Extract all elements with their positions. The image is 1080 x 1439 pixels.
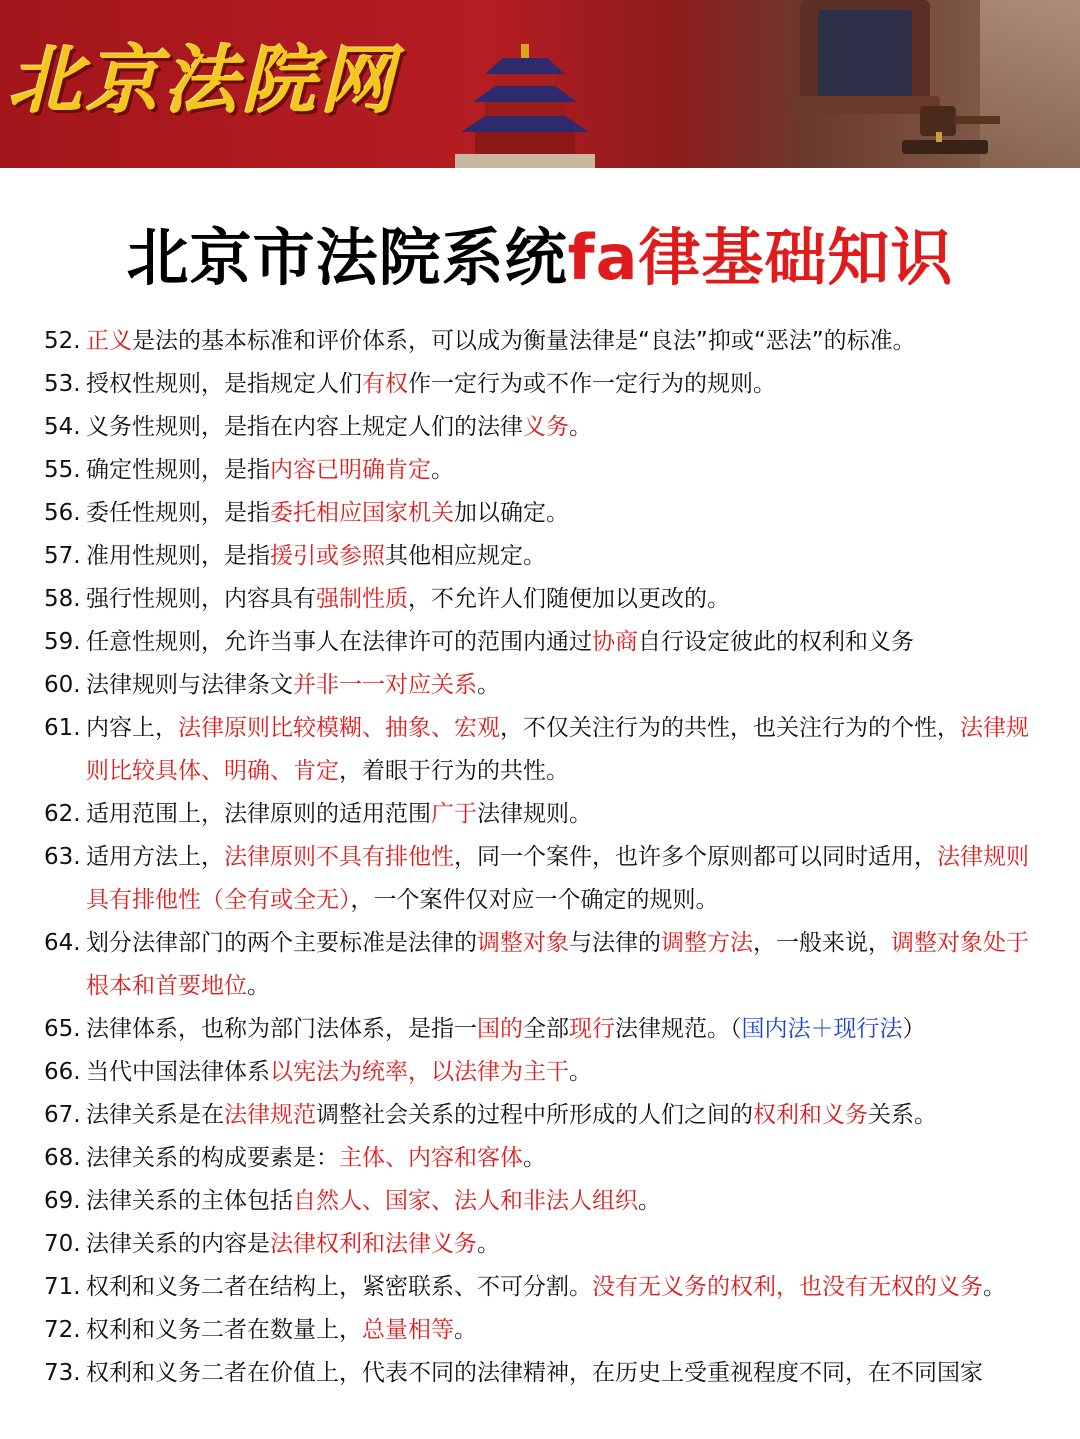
list-item (0, 1266, 1080, 1309)
item-text: ，同一个案件，也许多个原则都可以同时适用， (454, 844, 937, 870)
item-number: 70. (44, 1231, 81, 1257)
item-number: 63. (44, 844, 81, 870)
highlight-text: 主体、内容和客体 (339, 1145, 523, 1171)
item-text: ，不允许人们随便加以更改的。 (408, 586, 730, 612)
item-number: 53. (44, 371, 81, 397)
item-number: 60. (44, 672, 81, 698)
item-text: 法律规则与法律条文 (86, 672, 293, 698)
item-text: 加以确定。 (454, 500, 569, 526)
item-number: 59. (44, 629, 81, 655)
item-text: 法律规则。 (477, 801, 592, 827)
item-text: 划分法律部门的两个主要标准是法律的 (86, 930, 477, 956)
item-number: 67. (44, 1102, 81, 1128)
item-text: 任意性规则，允许当事人在法律许可的范围内通过 (86, 629, 592, 655)
item-number: 71. (44, 1274, 81, 1300)
list-item (0, 1008, 1080, 1051)
item-text: ，一般来说， (753, 930, 891, 956)
item-text: 适用范围上，法律原则的适用范围 (86, 801, 431, 827)
item-text: 授权性规则，是指规定人们 (86, 371, 362, 397)
item-text: 自行设定彼此的权利和义务 (638, 629, 914, 655)
highlight-text: 广于 (431, 801, 477, 827)
highlight-text: 法律原则不具有排他性 (224, 844, 454, 870)
item-text: 全部 (523, 1016, 569, 1042)
item-text: 关系。 (868, 1102, 937, 1128)
list-item (0, 707, 1080, 793)
highlight-text: 法律权利和法律义务 (270, 1231, 477, 1257)
list-item (0, 1094, 1080, 1137)
item-text: 法律关系的内容是 (86, 1231, 270, 1257)
item-text: 准用性规则，是指 (86, 543, 270, 569)
list-item (0, 535, 1080, 578)
highlight-text: 有权 (362, 371, 408, 397)
item-text: 是法的基本标准和评价体系，可以成为衡量法律是“良法”抑或“恶法”的标准。 (132, 328, 916, 354)
item-text: 适用方法上， (86, 844, 224, 870)
list-item (0, 836, 1080, 922)
item-text: 权利和义务二者在价值上，代表不同的法律精神，在历史上受重视程度不同，在不同国家 (86, 1360, 983, 1386)
highlight-text: 总量相等 (362, 1317, 454, 1343)
item-number: 65. (44, 1016, 81, 1042)
highlight-text: 国的 (477, 1016, 523, 1042)
item-number: 68. (44, 1145, 81, 1171)
page-title (0, 220, 1080, 296)
item-text: 。 (569, 414, 592, 440)
highlight-text: 并非一一对应关系 (293, 672, 477, 698)
list-item (0, 793, 1080, 836)
item-number: 69. (44, 1188, 81, 1214)
item-text: 。 (247, 973, 270, 999)
highlight-text: 法律规则具有排他性（全有或全无） (86, 844, 1029, 913)
item-text: 确定性规则，是指 (86, 457, 270, 483)
list-item (0, 1309, 1080, 1352)
item-text: 法律体系，也称为部门法体系，是指一 (86, 1016, 477, 1042)
list-item (0, 1051, 1080, 1094)
item-text: 法律规范。（ (615, 1016, 742, 1042)
item-text: 权利和义务二者在数量上， (86, 1317, 362, 1343)
item-text: 。 (477, 672, 500, 698)
list-item (0, 922, 1080, 1008)
temple-of-heaven-icon (455, 40, 595, 168)
knowledge-list (0, 320, 1080, 1395)
item-text: 强行性规则，内容具有 (86, 586, 316, 612)
highlight-text: 法律规范 (224, 1102, 316, 1128)
list-item (0, 1180, 1080, 1223)
item-text: 法律关系的主体包括 (86, 1188, 293, 1214)
item-text: 委任性规则，是指 (86, 500, 270, 526)
item-text: 。 (454, 1317, 477, 1343)
item-text: 作一定行为或不作一定行为的规则。 (408, 371, 776, 397)
highlight-text: 法律原则比较模糊、抽象、宏观 (178, 715, 500, 741)
item-text: ） (902, 1016, 926, 1042)
item-number: 55. (44, 457, 81, 483)
item-text: 调整社会关系的过程中所形成的人们之间的 (316, 1102, 753, 1128)
item-text: 。 (431, 457, 454, 483)
list-item (0, 363, 1080, 406)
list-item (0, 578, 1080, 621)
highlight-text: 法律规则比较具体、明确、肯定 (86, 715, 1029, 784)
highlight-text: 调整对象 (477, 930, 569, 956)
highlight-text: 强制性质 (316, 586, 408, 612)
item-number: 62. (44, 801, 81, 827)
item-number: 52. (44, 328, 81, 354)
site-logo: 北京法院网 (8, 38, 398, 124)
highlight-text: 内容已明确肯定 (270, 457, 431, 483)
item-number: 58. (44, 586, 81, 612)
item-text: 权利和义务二者在结构上，紧密联系、不可分割。 (86, 1274, 592, 1300)
highlight-text: 协商 (592, 629, 638, 655)
item-number: 54. (44, 414, 81, 440)
item-text: 法律关系是在 (86, 1102, 224, 1128)
highlight-text: 以宪法为统率，以法律为主干 (270, 1059, 569, 1085)
list-item (0, 1137, 1080, 1180)
highlight-text: 调整方法 (661, 930, 753, 956)
highlight-text: 委托相应国家机关 (270, 500, 454, 526)
highlight-text: 义务 (523, 414, 569, 440)
list-item (0, 1352, 1080, 1395)
item-text: ，着眼于行为的共性。 (339, 758, 569, 784)
highlight-text: 现行 (569, 1016, 615, 1042)
item-text: 。 (477, 1231, 500, 1257)
item-text: 其他相应规定。 (385, 543, 546, 569)
item-text: 。 (523, 1145, 546, 1171)
item-text: 义务性规则，是指在内容上规定人们的法律 (86, 414, 523, 440)
item-text: 。 (983, 1274, 1006, 1300)
highlight-text: 调整对象处于根本和首要地位 (86, 930, 1029, 999)
title-red: fa律基础知识 (567, 221, 954, 294)
item-number: 64. (44, 930, 81, 956)
title-black: 北京市法院系统 (126, 221, 568, 294)
list-item (0, 664, 1080, 707)
item-number: 57. (44, 543, 81, 569)
list-item (0, 449, 1080, 492)
item-number: 72. (44, 1317, 81, 1343)
item-text: 。 (638, 1188, 661, 1214)
list-item (0, 492, 1080, 535)
item-text: 当代中国法律体系 (86, 1059, 270, 1085)
note-text: 国内法＋现行法 (741, 1016, 903, 1042)
item-text: ，一个案件仅对应一个确定的规则。 (350, 887, 719, 913)
highlight-text: 自然人、国家、法人和非法人组织 (293, 1188, 638, 1214)
list-item (0, 320, 1080, 363)
item-number: 66. (44, 1059, 81, 1085)
item-number: 73. (44, 1360, 81, 1386)
list-item (0, 1223, 1080, 1266)
item-text: 与法律的 (569, 930, 661, 956)
header-banner (0, 0, 1080, 168)
item-number: 61. (44, 715, 81, 741)
item-text: ，不仅关注行为的共性，也关注行为的个性， (500, 715, 960, 741)
highlight-text: 正义 (86, 328, 132, 354)
item-text: 内容上， (86, 715, 178, 741)
item-number: 56. (44, 500, 81, 526)
list-item (0, 406, 1080, 449)
highlight-text: 没有无义务的权利，也没有无权的义务 (592, 1274, 983, 1300)
gavel-icon (880, 96, 1000, 168)
item-text: 。 (569, 1059, 592, 1085)
highlight-text: 权利和义务 (753, 1102, 868, 1128)
highlight-text: 援引或参照 (270, 543, 385, 569)
item-text: 法律关系的构成要素是： (86, 1145, 339, 1171)
list-item (0, 621, 1080, 664)
